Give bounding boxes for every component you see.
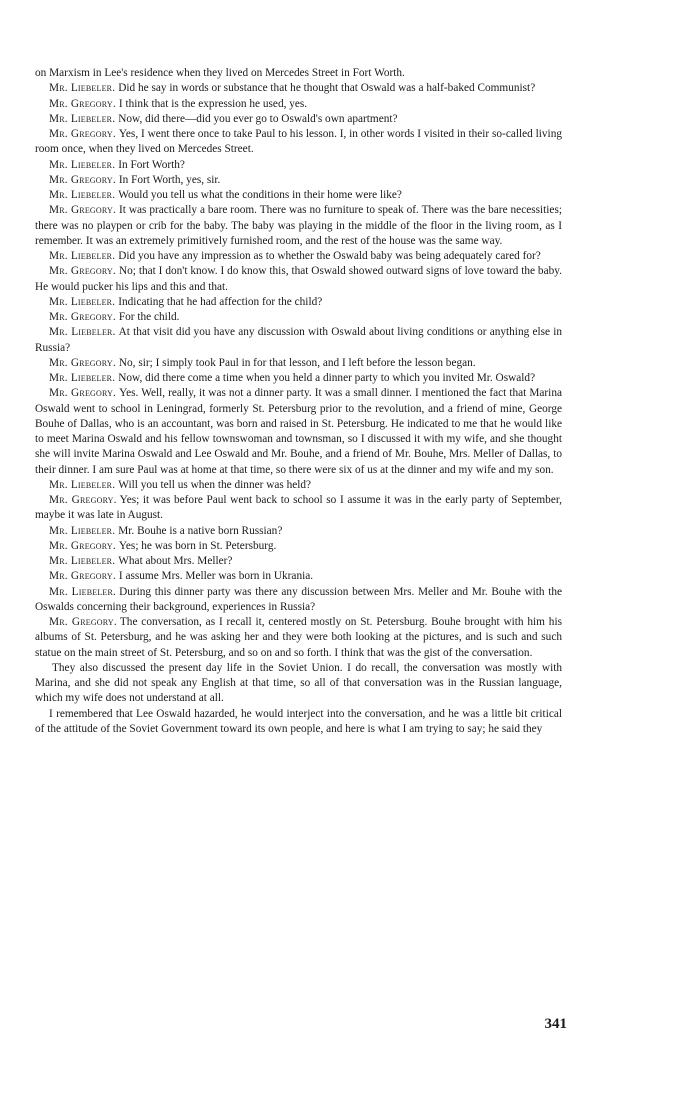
paragraph bbox=[35, 371, 562, 386]
paragraph-text: Yes; he was born in St. Petersburg. bbox=[118, 539, 277, 552]
paragraph-text: Yes; it was before Paul went back to school so I assume it was in the early party of September, maybe it was late in August. bbox=[35, 494, 562, 522]
paragraph-text: Did he say in words or substance that he thought that Oswald was a half-baked Communist? bbox=[118, 82, 536, 95]
speaker-label: Mr. Liebeler. bbox=[49, 524, 116, 537]
paragraph-text: At that visit did you have any discussion with Oswald about living conditions or anything else in Russia? bbox=[35, 326, 562, 354]
speaker-label: Mr. Gregory. bbox=[49, 570, 116, 583]
transcript-body bbox=[35, 66, 562, 737]
paragraph-text: They also discussed the present day life in the Soviet Union. I do recall, the conversation was mostly with Marina, and she did not speak any English at that time, so all of that conversation was in the Russian language, which my wife does not understand at all. bbox=[35, 661, 562, 705]
speaker-label: Mr. Gregory. bbox=[49, 539, 116, 552]
paragraph bbox=[35, 203, 562, 249]
paragraph bbox=[35, 295, 562, 310]
paragraph bbox=[35, 524, 562, 539]
paragraph-text: Would you tell us what the conditions in their home were like? bbox=[118, 189, 402, 201]
speaker-label: Mr. Gregory. bbox=[49, 494, 117, 506]
page-number: 341 bbox=[544, 1016, 567, 1032]
paragraph-text: No; that I don't know. I do know this, that Oswald showed outward signs of love toward the baby. He would pucker his lips and this and that. bbox=[35, 265, 562, 293]
speaker-label: Mr. Gregory. bbox=[49, 356, 116, 369]
paragraph-text: No, sir; I simply took Paul in for that lesson, and I left before the lesson began. bbox=[118, 356, 476, 369]
speaker-label: Mr. Gregory. bbox=[49, 311, 116, 323]
paragraph-text: I remembered that Lee Oswald hazarded, he would interject into the conversation, and he was a little bit critical of the attitude of the Soviet Government toward its own people, and here is what I am trying to say; he said they bbox=[35, 707, 562, 735]
paragraph bbox=[35, 97, 562, 112]
speaker-label: Mr. Gregory. bbox=[49, 128, 116, 140]
paragraph-text: Now, did there—did you ever go to Oswald's own apartment? bbox=[118, 112, 398, 125]
speaker-label: Mr. Liebeler. bbox=[49, 295, 116, 308]
paragraph-text: In Fort Worth? bbox=[118, 158, 185, 171]
paragraph-text: Now, did there come a time when you held a dinner party to which you invited Mr. Oswald? bbox=[118, 372, 536, 384]
paragraph bbox=[35, 112, 562, 127]
paragraph-text: on Marxism in Lee's residence when they lived on Mercedes Street in Fort Worth. bbox=[35, 67, 405, 79]
speaker-label: Mr. Gregory. bbox=[49, 387, 117, 400]
speaker-label: Mr. Liebeler. bbox=[49, 478, 116, 491]
paragraph bbox=[35, 66, 562, 81]
paragraph bbox=[35, 539, 562, 554]
paragraph bbox=[35, 707, 562, 738]
speaker-label: Mr. Gregory. bbox=[49, 204, 116, 217]
paragraph-text: Mr. Bouhe is a native born Russian? bbox=[118, 524, 283, 537]
paragraph bbox=[35, 356, 562, 371]
paragraph-text: For the child. bbox=[118, 311, 180, 323]
speaker-label: Mr. Liebeler. bbox=[49, 585, 117, 598]
speaker-label: Mr. Liebeler. bbox=[49, 82, 116, 95]
paragraph bbox=[35, 615, 562, 661]
paragraph bbox=[35, 188, 562, 203]
speaker-label: Mr. Gregory. bbox=[49, 616, 117, 628]
paragraph bbox=[35, 325, 562, 356]
paragraph bbox=[35, 264, 562, 295]
speaker-label: Mr. Gregory. bbox=[49, 173, 116, 186]
speaker-label: Mr. Liebeler. bbox=[49, 250, 116, 262]
paragraph bbox=[35, 569, 562, 584]
speaker-label: Mr. Liebeler. bbox=[49, 555, 116, 567]
paragraph bbox=[35, 158, 562, 173]
paragraph-text: Indicating that he had affection for the child? bbox=[118, 295, 323, 308]
speaker-label: Mr. Gregory. bbox=[49, 265, 116, 278]
speaker-label: Mr. Liebeler. bbox=[49, 112, 116, 125]
paragraph-text: I think that is the expression he used, yes. bbox=[118, 97, 308, 110]
paragraph-text: In Fort Worth, yes, sir. bbox=[118, 173, 221, 186]
paragraph-text: Did you have any impression as to whether the Oswald baby was being adequately cared for? bbox=[118, 250, 541, 262]
paragraph bbox=[35, 249, 562, 264]
paragraph bbox=[35, 310, 562, 325]
paragraph bbox=[35, 386, 562, 478]
paragraph bbox=[35, 493, 562, 524]
paragraph bbox=[35, 173, 562, 188]
speaker-label: Mr. Gregory. bbox=[49, 97, 116, 110]
paragraph-text: Will you tell us when the dinner was held? bbox=[118, 478, 312, 491]
paragraph-text: During this dinner party was there any discussion between Mrs. Meller and Mr. Bouhe with the Oswalds concerning their background, experiences in Russia? bbox=[35, 585, 563, 613]
speaker-label: Mr. Liebeler. bbox=[49, 372, 116, 384]
speaker-label: Mr. Liebeler. bbox=[49, 189, 116, 201]
paragraph-text: The conversation, as I recall it, centered mostly on St. Petersburg. Bouhe brought with him his albums of St. Petersburg, and he was asking her and they were both looking at the pictures, and is such and such statue on the main street of St. Petersburg, and so on and so forth. I think that was the gist of the conversation. bbox=[35, 616, 562, 659]
paragraph-text: Yes. Well, really, it was not a dinner party. It was a small dinner. I mentioned the fact that Marina Oswald went to school in Leningrad, formerly St. Petersburg prior to the revolution, and a friend of mine, George Bouhe of Dallas, who is an accountant, was born and raised in St. Petersburg. He indicated to me that he would like to meet Marina Oswald and his fellow townswoman and townsman, so I discussed it with my wife, and she thought she will invite Marina Oswald and Lee Oswald and Mr. Bouhe, and a friend of Mr. Bouhe, Mrs. Meller of Dallas, to their dinner. I am sure Paul was at home at that time, so there were six of us at the dinner and my wife and my son. bbox=[35, 387, 562, 476]
paragraph bbox=[35, 127, 562, 158]
paragraph-text: Yes, I went there once to take Paul to his lesson. I, in other words I visited in their so-called living room once, when they lived on Mercedes Street. bbox=[35, 128, 562, 156]
speaker-label: Mr. Liebeler. bbox=[49, 326, 116, 339]
paragraph bbox=[35, 661, 562, 707]
paragraph bbox=[35, 478, 562, 493]
speaker-label: Mr. Liebeler. bbox=[49, 158, 116, 171]
paragraph bbox=[35, 81, 562, 96]
paragraph-text: It was practically a bare room. There was no furniture to speak of. There was the bare necessities; there was no playpen or crib for the baby. The baby was playing in the middle of the floor in the living room, as I remember. It was an extremely primitively furnished room, and the rest of the house was the same way. bbox=[35, 204, 562, 247]
paragraph-text: What about Mrs. Meller? bbox=[118, 555, 233, 567]
paragraph bbox=[35, 585, 562, 616]
paragraph-text: I assume Mrs. Meller was born in Ukrania. bbox=[118, 570, 314, 583]
paragraph bbox=[35, 554, 562, 569]
